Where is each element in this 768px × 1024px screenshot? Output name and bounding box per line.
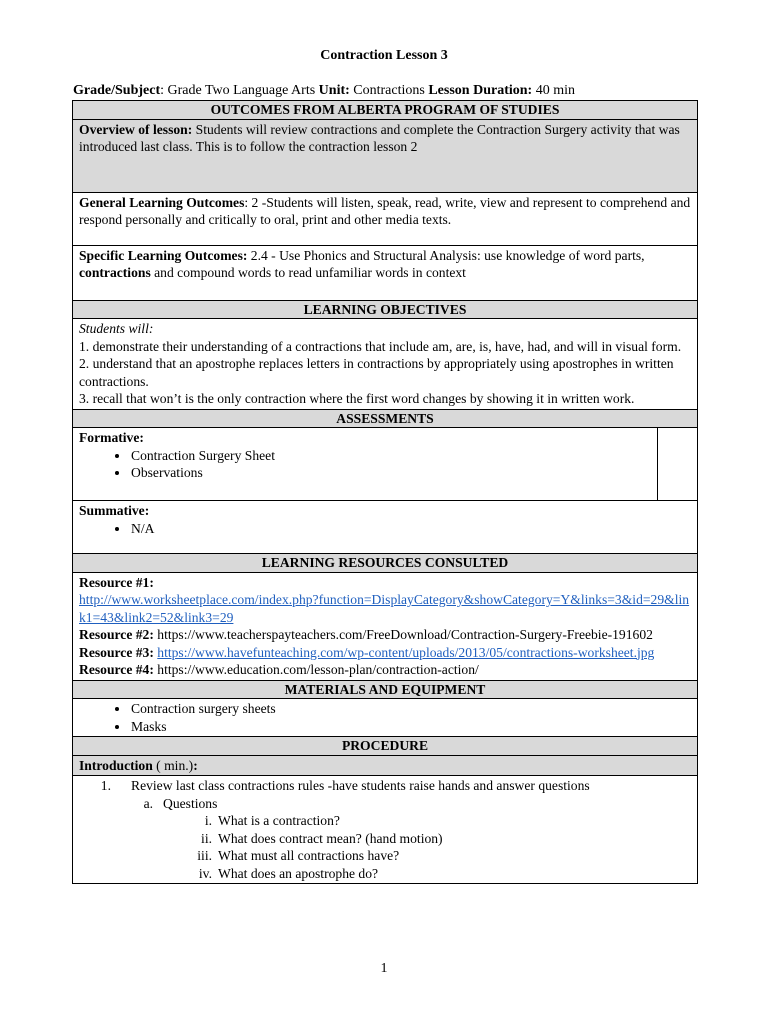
- question-number: iv.: [198, 865, 212, 881]
- specific-outcomes-bold: contractions: [79, 265, 151, 280]
- resource-4-text: https://www.education.com/lesson-plan/contraction-action/: [153, 662, 479, 677]
- document-title: Contraction Lesson 3: [320, 48, 448, 63]
- introduction-cell: [73, 755, 698, 776]
- resources-cell: [73, 572, 698, 680]
- objectives-header: LEARNING OBJECTIVES: [73, 300, 698, 319]
- assessments-header-row: [73, 409, 698, 428]
- list-item: • Observations: [130, 464, 651, 482]
- procedure-step: [79, 777, 691, 795]
- objectives-cell: [73, 319, 698, 410]
- specific-outcomes-row: [73, 245, 698, 300]
- overview-row: [73, 119, 698, 192]
- grade-subject-line: [73, 82, 713, 100]
- resources-header: LEARNING RESOURCES CONSULTED: [73, 554, 698, 573]
- question-item: [79, 830, 691, 848]
- step-text: Review last class contractions rules -have students raise hands and answer questions: [131, 778, 590, 793]
- summative-label: Summative:: [79, 503, 150, 518]
- objective-item: 3. recall that won’t is the only contraction where the first word changes by showing it in written work.: [79, 391, 635, 406]
- unit-value: Contractions: [349, 83, 429, 98]
- introduction-row: [73, 755, 698, 776]
- unit-label: Unit:: [318, 83, 350, 98]
- formative-list: [79, 447, 651, 482]
- grade-value: : Grade Two Language Arts: [160, 83, 319, 98]
- general-outcomes-text: : 2 -Students will listen, speak, read, write, view and represent to comprehend and respond personally and critically to oral, print and other media texts.: [79, 194, 691, 227]
- resource-3-label: Resource #3:: [79, 644, 154, 660]
- procedure-header: PROCEDURE: [73, 737, 698, 756]
- overview-label: Overview of lesson:: [79, 121, 193, 137]
- resource-1-label: Resource #1:: [79, 574, 154, 590]
- specific-outcomes-text-2: and compound words to read unfamiliar words in context: [150, 265, 466, 280]
- overview-text: Students will review contractions and complete the Contraction Surgery activity that was introduced last class. This is to follow the contraction lesson 2: [79, 121, 680, 154]
- introduction-time: ( min.): [152, 757, 194, 773]
- question-item: [79, 865, 691, 883]
- formative-side-cell: [658, 428, 698, 501]
- procedure-substep: [79, 795, 691, 813]
- materials-row: [73, 699, 698, 737]
- outcomes-header: OUTCOMES FROM ALBERTA PROGRAM OF STUDIES: [73, 101, 698, 120]
- objectives-row: [73, 319, 698, 410]
- introduction-label: Introduction: [79, 757, 153, 773]
- procedure-header-row: [73, 737, 698, 756]
- specific-outcomes-text-1: 2.4 - Use Phonics and Structural Analysis: use knowledge of word parts,: [247, 247, 645, 263]
- formative-label: Formative:: [79, 430, 144, 445]
- formative-row: [73, 428, 698, 501]
- substep-letter: a.: [143, 795, 153, 811]
- summative-cell: [73, 501, 698, 554]
- question-text: What does contract mean? (hand motion): [218, 830, 443, 846]
- question-text: What does an apostrophe do?: [218, 865, 379, 881]
- formative-cell: [73, 428, 658, 501]
- procedure-steps-cell: [73, 776, 698, 884]
- list-item: • Masks: [130, 718, 691, 736]
- overview-cell: [73, 119, 698, 192]
- objectives-intro: Students will:: [79, 321, 154, 336]
- question-item: [79, 847, 691, 865]
- question-text: What is a contraction?: [218, 813, 340, 828]
- resource-2-label: Resource #2:: [79, 627, 154, 642]
- objective-item: 1. demonstrate their understanding of a contractions that include am, are, is, have, had, and will in visual form.: [79, 338, 682, 354]
- duration-label: Lesson Duration:: [428, 83, 533, 98]
- materials-cell: [73, 699, 698, 737]
- question-number: i.: [204, 813, 212, 828]
- resources-header-row: [73, 554, 698, 573]
- resources-row: [73, 572, 698, 680]
- outcomes-header-row: [73, 101, 698, 120]
- substep-text: Questions: [163, 795, 218, 811]
- question-number: ii.: [201, 830, 212, 846]
- grade-label: Grade/Subject: [73, 83, 161, 98]
- resource-2-text: https://www.teacherspayteachers.com/FreeDownload/Contraction-Surgery-Freebie-191602: [153, 627, 653, 642]
- question-number: iii.: [197, 848, 212, 863]
- list-item: • Contraction Surgery Sheet: [130, 447, 651, 465]
- objectives-header-row: [73, 300, 698, 319]
- objective-item: 2. understand that an apostrophe replaces letters in contractions by appropriately using apostrophes in written contractions.: [79, 356, 674, 389]
- general-outcomes-label: General Learning Outcomes: [79, 194, 245, 210]
- list-item: • Contraction surgery sheets: [130, 700, 691, 718]
- summative-list: [79, 520, 691, 538]
- duration-value: 40 min: [532, 83, 575, 98]
- materials-header: MATERIALS AND EQUIPMENT: [73, 680, 698, 699]
- general-outcomes-cell: [73, 192, 698, 245]
- resource-4-label: Resource #4:: [79, 662, 154, 677]
- procedure-steps-row: [73, 776, 698, 884]
- general-outcomes-row: [73, 192, 698, 245]
- introduction-colon: :: [193, 757, 198, 773]
- specific-outcomes-label: Specific Learning Outcomes:: [79, 247, 248, 263]
- lesson-plan-table: [72, 100, 698, 884]
- resource-3-link[interactable]: https://www.havefunteaching.com/wp-content/uploads/2013/05/contractions-worksheet.jpg: [157, 644, 655, 660]
- materials-header-row: [73, 680, 698, 699]
- specific-outcomes-cell: [73, 245, 698, 300]
- step-number: 1.: [100, 778, 111, 793]
- question-text: What must all contractions have?: [218, 848, 400, 863]
- resource-1-link[interactable]: http://www.worksheetplace.com/index.php?function=DisplayCategory&showCategory=Y&links=3&id=29&link1=43&link2=52&link3=29: [79, 592, 690, 625]
- list-item: • N/A: [130, 520, 691, 538]
- materials-list: [79, 700, 691, 735]
- assessments-header: ASSESSMENTS: [73, 409, 698, 428]
- summative-row: [73, 501, 698, 554]
- question-item: [79, 812, 691, 830]
- page-number: 1: [380, 961, 388, 976]
